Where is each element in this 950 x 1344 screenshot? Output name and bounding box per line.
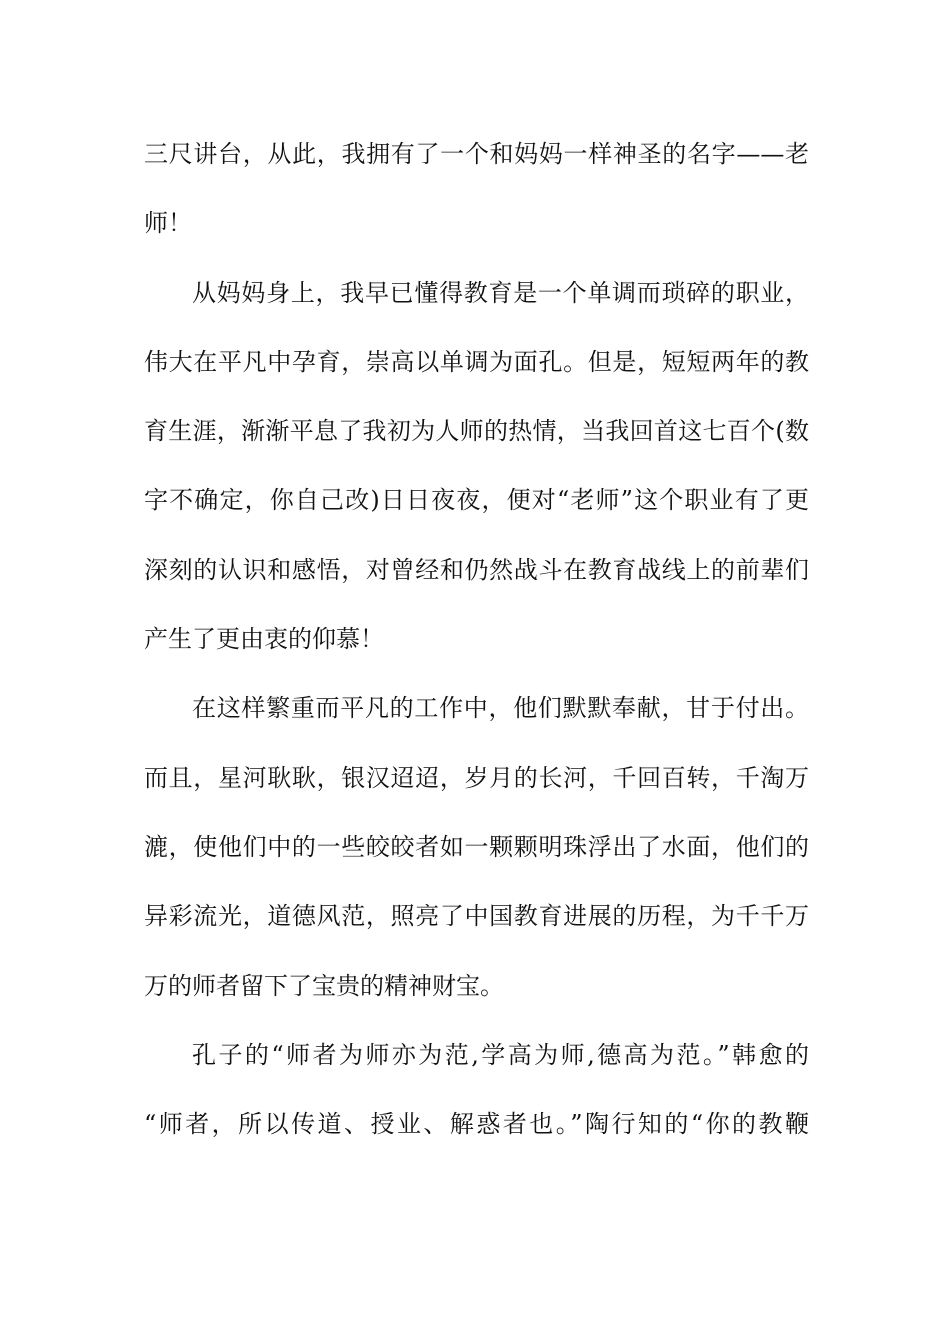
text-line: 漉，使他们中的一些皎皎者如一颗颗明珠浮出了水面，他们的 — [144, 832, 809, 861]
text-line: 产生了更由衷的仰慕！ — [144, 625, 384, 654]
text-line: 师！ — [144, 209, 192, 238]
body-text — [144, 130, 809, 1169]
text-line: 深刻的认识和感悟，对曾经和仍然战斗在教育战线上的前辈们 — [144, 555, 809, 584]
text-line: 字不确定，你自己改)日日夜夜，便对“老师”这个职业有了更 — [144, 486, 809, 515]
text-line: 三尺讲台，从此，我拥有了一个和妈妈一样神圣的名字——老 — [144, 140, 809, 168]
text-line: 而且，星河耿耿，银汉迢迢，岁月的长河，千回百转，千淘万 — [144, 763, 809, 792]
text-line: 异彩流光，道德风范，照亮了中国教育进展的历程，为千千万 — [144, 902, 809, 931]
text-line: 孔子的“师者为师亦为范,学高为师,德高为范。”韩愈的 — [192, 1040, 809, 1069]
text-line: 伟大在平凡中孕育，崇高以单调为面孔。但是，短短两年的教 — [144, 347, 809, 376]
text-line: 从妈妈身上，我早已懂得教育是一个单调而琐碎的职业， — [192, 278, 809, 307]
text-line: “师者，所以传道、授业、解惑者也。”陶行知的“你的教鞭 — [144, 1110, 809, 1139]
text-line: 万的师者留下了宝贵的精神财宝。 — [144, 971, 504, 1000]
text-line: 育生涯，渐渐平息了我初为人师的热情，当我回首这七百个(数 — [144, 417, 809, 446]
text-line: 在这样繁重而平凡的工作中，他们默默奉献，甘于付出。 — [192, 694, 809, 723]
